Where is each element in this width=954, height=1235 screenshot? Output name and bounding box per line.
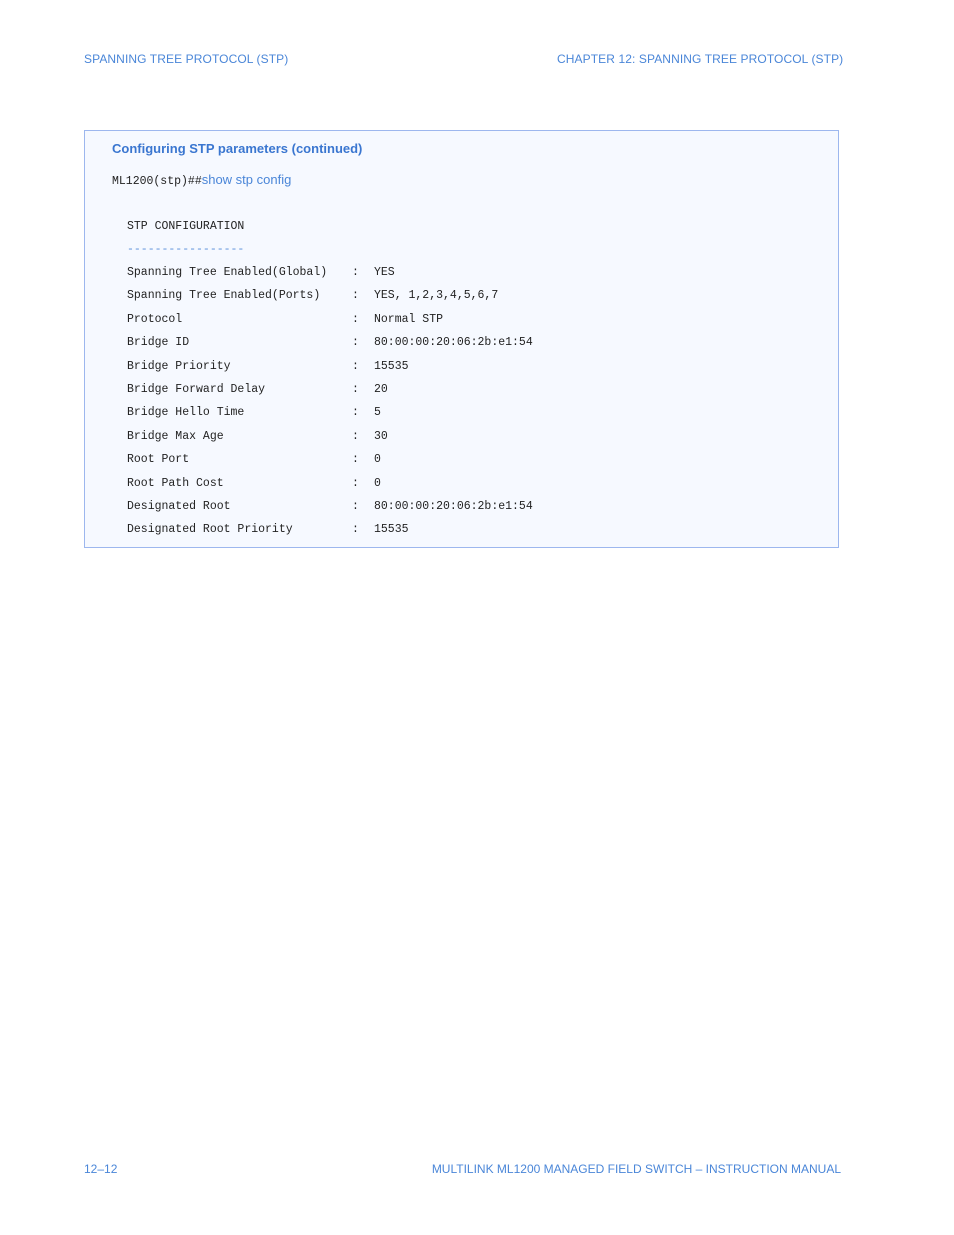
config-separator: : [352, 523, 359, 537]
config-separator: : [352, 382, 359, 396]
config-key: Designated Root Priority [127, 523, 293, 537]
config-separator: : [352, 336, 359, 350]
config-row [127, 336, 647, 359]
config-separator: : [352, 499, 359, 513]
config-key: Root Path Cost [127, 476, 224, 490]
config-row [127, 313, 647, 336]
config-list [127, 266, 647, 547]
config-row [127, 289, 647, 312]
example-title: Configuring STP parameters (continued) [112, 141, 363, 156]
config-value: Normal STP [374, 312, 444, 326]
config-value: 0 [374, 476, 381, 490]
config-row [127, 430, 647, 453]
cli-prompt: ML1200(stp)## [112, 175, 202, 188]
config-separator: : [352, 406, 359, 420]
config-value: 15535 [374, 359, 409, 373]
cli-command: show stp config [201, 172, 292, 187]
config-key: Bridge Hello Time [127, 406, 245, 420]
config-key: Bridge Forward Delay [127, 382, 266, 396]
config-value: 5 [374, 406, 381, 420]
config-value: 0 [374, 453, 381, 467]
running-header-section: SPANNING TREE PROTOCOL (STP) [84, 52, 289, 66]
config-row [127, 266, 647, 289]
config-separator: : [352, 429, 359, 443]
config-separator: : [352, 359, 359, 373]
config-underline: ----------------- [127, 243, 245, 256]
config-separator: : [352, 266, 359, 279]
config-value: 80:00:00:20:06:2b:e1:54 [374, 336, 533, 350]
config-value: YES [374, 266, 395, 279]
cli-example-box [84, 130, 839, 548]
config-row [127, 383, 647, 406]
config-row [127, 453, 647, 476]
config-key: Designated Root [127, 499, 231, 513]
config-separator: : [352, 453, 359, 467]
page-number: 12–12 [84, 1162, 118, 1176]
config-separator: : [352, 312, 359, 326]
config-row [127, 406, 647, 429]
config-key: Root Port [127, 453, 190, 467]
config-key: Bridge Priority [127, 359, 231, 373]
config-key: Spanning Tree Enabled(Ports) [127, 289, 321, 303]
config-separator: : [352, 289, 359, 303]
config-row [127, 500, 647, 523]
config-value: 20 [374, 382, 388, 396]
config-row [127, 360, 647, 383]
config-value: 80:00:00:20:06:2b:e1:54 [374, 499, 533, 513]
config-heading: STP CONFIGURATION [127, 220, 245, 233]
config-row [127, 477, 647, 500]
config-value: YES, 1,2,3,4,5,6,7 [374, 289, 499, 303]
config-row [127, 523, 647, 546]
config-value: 30 [374, 429, 388, 443]
config-key: Spanning Tree Enabled(Global) [127, 266, 328, 279]
config-key: Bridge ID [127, 336, 190, 350]
manual-title: MULTILINK ML1200 MANAGED FIELD SWITCH – INSTRUCTION MANUAL [431, 1162, 841, 1176]
command-line [112, 171, 291, 189]
config-key: Protocol [127, 312, 183, 326]
config-value: 15535 [374, 523, 409, 537]
running-header-chapter: CHAPTER 12: SPANNING TREE PROTOCOL (STP) [557, 52, 844, 66]
config-separator: : [352, 476, 359, 490]
config-key: Bridge Max Age [127, 429, 224, 443]
